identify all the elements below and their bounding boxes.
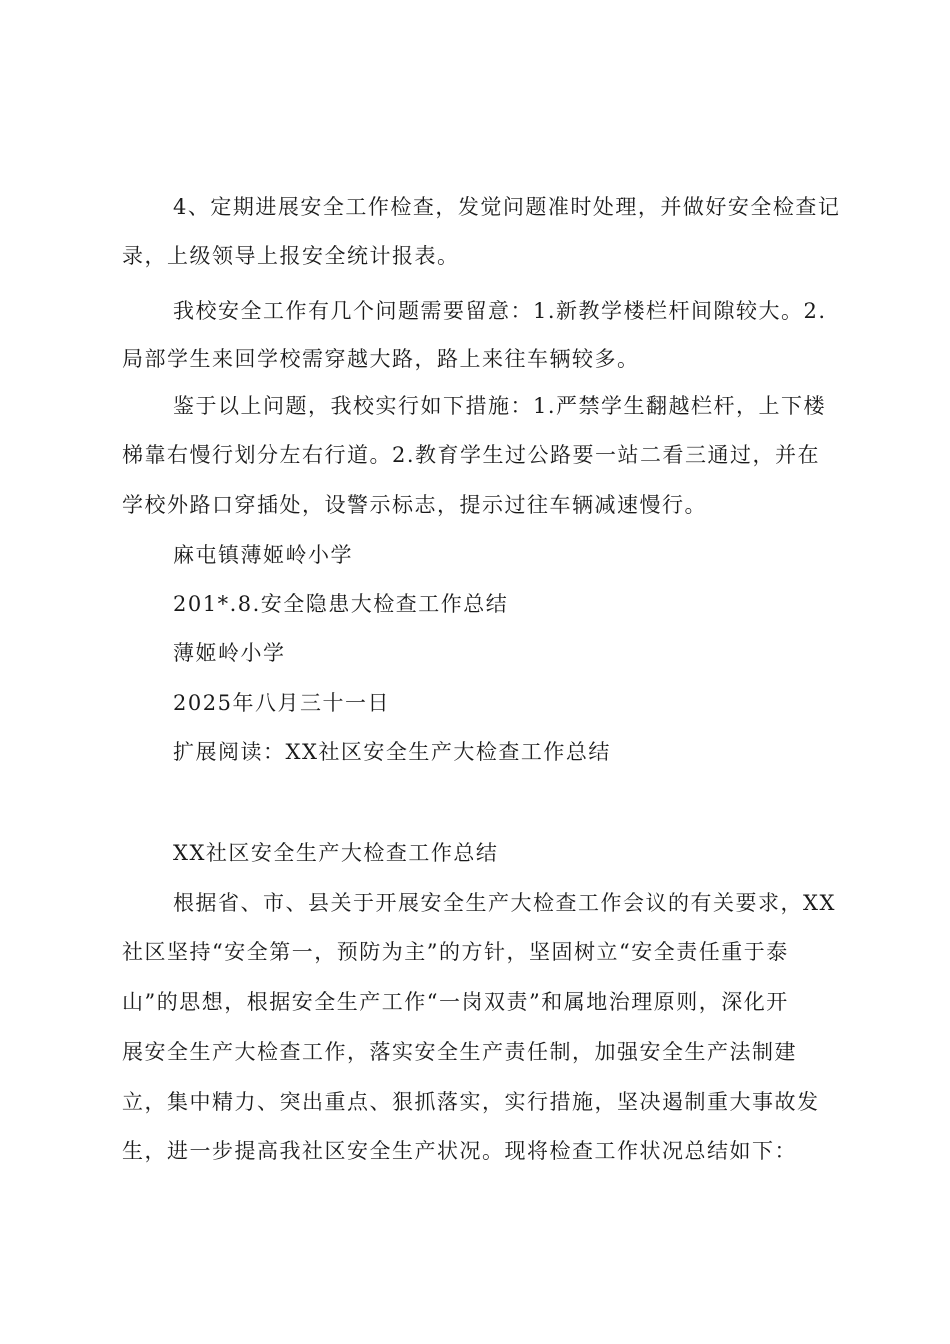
body-line-4: 展安全生产大检查工作，落实安全生产责任制，加强安全生产法制建 xyxy=(122,1040,797,1064)
body-line-6: 生，进一步提高我社区安全生产状况。现将检查工作状况总结如下： xyxy=(122,1139,797,1163)
body-line-2: 社区坚持“安全第一，预防为主”的方针，坚固树立“安全责任重于泰 xyxy=(122,940,789,964)
body-line-3: 山”的思想，根据安全生产工作“一岗双责”和属地治理原则，深化开 xyxy=(122,990,789,1014)
paragraph-1-line-2: 录，上级领导上报安全统计报表。 xyxy=(122,244,460,268)
signature-line: 麻屯镇薄姬岭小学 xyxy=(173,543,353,567)
school-name-line: 薄姬岭小学 xyxy=(173,641,286,665)
section-title: XX社区安全生产大检查工作总结 xyxy=(173,841,499,865)
body-line-5: 立，集中精力、突出重点、狠抓落实，实行措施，坚决遏制重大事故发 xyxy=(122,1090,820,1114)
body-line-1: 根据省、市、县关于开展安全生产大检查工作会议的有关要求，XX xyxy=(173,891,836,915)
paragraph-3-line-3: 学校外路口穿插处，设警示标志，提示过往车辆减速慢行。 xyxy=(122,493,707,517)
paragraph-1-line-1: 4、定期进展安全工作检查，发觉问题准时处理，并做好安全检查记 xyxy=(173,195,841,219)
paragraph-2-line-2: 局部学生来回学校需穿越大路，路上来往车辆较多。 xyxy=(122,347,640,371)
report-title-line: 201*.8.安全隐患大检查工作总结 xyxy=(173,592,509,616)
paragraph-3-line-2: 梯靠右慢行划分左右行道。2.教育学生过公路要一站二看三通过，并在 xyxy=(122,443,821,467)
date-line: 2025年八月三十一日 xyxy=(173,691,390,715)
paragraph-3-line-1: 鉴于以上问题，我校实行如下措施：1.严禁学生翻越栏杆，上下楼 xyxy=(173,394,827,418)
paragraph-2-line-1: 我校安全工作有几个问题需要留意：1.新教学楼栏杆间隙较大。2. xyxy=(173,299,827,323)
extended-reading-line: 扩展阅读：XX社区安全生产大检查工作总结 xyxy=(173,740,611,764)
